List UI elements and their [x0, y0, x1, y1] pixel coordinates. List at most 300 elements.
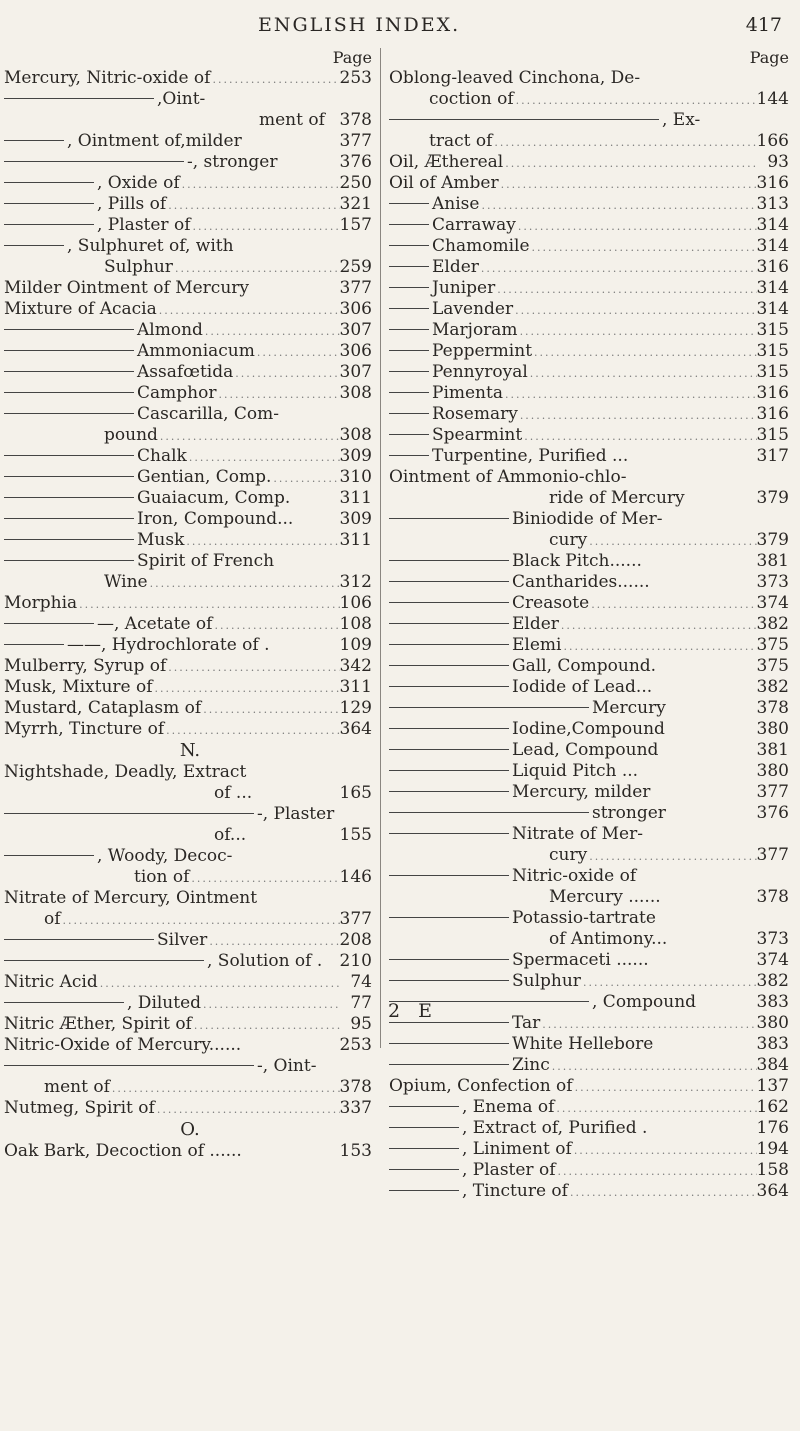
entry-term: Elemi	[512, 635, 562, 655]
entry-page-number: 377	[339, 131, 372, 151]
leader-dots	[492, 132, 756, 152]
entry-term: Pennyroyal	[432, 362, 528, 382]
entry-term: , Enema of	[462, 1097, 555, 1117]
leader-dots	[157, 300, 340, 320]
index-entry	[4, 68, 376, 89]
index-entry	[389, 152, 793, 173]
entry-term: Potassio-tartrate	[512, 908, 656, 928]
entry-page-number: 315	[756, 320, 789, 340]
entry-page-number: 306	[339, 341, 372, 361]
index-entry	[389, 1055, 793, 1076]
entry-page-number: 316	[756, 257, 789, 277]
entry-term: Mercury, milder	[512, 782, 651, 802]
ditto-rule	[389, 917, 509, 918]
leader-dots	[573, 1077, 757, 1097]
entry-term: , Extract of, Purified .	[462, 1118, 648, 1138]
entry-page-number: 250	[339, 173, 372, 193]
index-entry	[4, 804, 376, 825]
entry-page-number: 384	[756, 1055, 789, 1075]
entry-term: Peppermint	[432, 341, 533, 361]
index-entry	[4, 320, 376, 341]
index-entry	[4, 173, 376, 194]
leader-dots	[513, 300, 756, 320]
entry-page-number: 208	[339, 930, 372, 950]
ditto-rule	[4, 413, 134, 414]
index-entry	[4, 930, 376, 951]
index-entry	[389, 719, 793, 740]
index-entry	[4, 446, 376, 467]
page-header	[0, 8, 800, 48]
entry-term: , Plaster of	[97, 215, 191, 235]
index-entry	[4, 1035, 376, 1056]
entry-term: , Diluted	[127, 993, 202, 1013]
ditto-rule	[4, 98, 154, 99]
ditto-rule	[389, 1106, 459, 1107]
entry-page-number: 93	[767, 152, 789, 172]
entry-page-number: 308	[339, 425, 372, 445]
entry-term: , Ex-	[662, 110, 701, 130]
entry-term: of ...	[214, 783, 253, 803]
leader-dots	[207, 931, 339, 951]
entry-page-number: 311	[339, 530, 372, 550]
index-entry	[4, 635, 376, 656]
entry-page-number: 321	[339, 194, 372, 214]
entry-page-number: 95	[350, 1014, 372, 1034]
page-number: 417	[745, 14, 782, 36]
ditto-rule	[389, 1022, 509, 1023]
index-entry	[4, 278, 376, 299]
entry-term: Iodide of Lead...	[512, 677, 653, 697]
entry-term: Morphia	[4, 593, 78, 613]
entry-page-number: 342	[339, 656, 372, 676]
leader-dots	[559, 615, 757, 635]
entry-term: Lead, Compound	[512, 740, 659, 760]
ditto-rule	[4, 455, 134, 456]
index-entry	[389, 887, 793, 908]
index-entry	[389, 803, 793, 824]
entry-page-number: 108	[339, 614, 372, 634]
index-entry	[4, 762, 376, 783]
entry-page-number: 309	[339, 446, 372, 466]
entry-page-number: 364	[756, 1181, 789, 1201]
leader-dots	[556, 1161, 757, 1181]
entry-page-number: 155	[339, 825, 372, 845]
entry-page-number: 378	[339, 110, 372, 130]
index-entry	[389, 257, 793, 278]
ditto-rule	[389, 1127, 459, 1128]
entry-term: Biniodide of Mer-	[512, 509, 663, 529]
entry-term: Mixture of Acacia	[4, 299, 157, 319]
index-entry	[4, 299, 376, 320]
ditto-rule	[389, 686, 509, 687]
entry-page-number: 315	[756, 341, 789, 361]
entry-page-number: 314	[756, 236, 789, 256]
entry-page-number: 379	[756, 530, 789, 550]
entry-term: Rosemary	[432, 404, 518, 424]
leader-dots	[191, 216, 340, 236]
index-entry	[4, 867, 376, 888]
entry-term: Creasote	[512, 593, 590, 613]
page-column-label: Page	[749, 48, 789, 67]
index-entry	[389, 1181, 793, 1202]
ditto-rule	[389, 287, 429, 288]
ditto-rule	[389, 1169, 459, 1170]
entry-page-number: 194	[756, 1139, 789, 1159]
entry-page-number: 106	[339, 593, 372, 613]
index-entry	[389, 740, 793, 761]
index-entry	[389, 1139, 793, 1160]
entry-term: Spermaceti ......	[512, 950, 649, 970]
leader-dots	[110, 1078, 340, 1098]
ditto-rule	[4, 140, 64, 141]
ditto-rule	[389, 749, 509, 750]
entry-term: Nutmeg, Spirit of	[4, 1098, 155, 1118]
ditto-rule	[389, 623, 509, 624]
ditto-rule	[389, 455, 429, 456]
entry-term: coction of	[429, 89, 514, 109]
entry-term: stronger	[592, 803, 666, 823]
index-entry	[4, 572, 376, 593]
entry-term: cury	[549, 530, 588, 550]
leader-dots	[568, 1182, 757, 1202]
running-title: ENGLISH INDEX.	[258, 14, 461, 36]
entry-term: , Oxide of	[97, 173, 180, 193]
index-entry	[4, 909, 376, 930]
index-entry	[4, 719, 376, 740]
entry-page-number: 166	[756, 131, 789, 151]
entry-term: Ointment of Ammonio-chlo-	[389, 467, 627, 487]
entry-page-number: 382	[756, 677, 789, 697]
ditto-rule	[389, 308, 429, 309]
leader-dots	[532, 342, 757, 362]
entry-page-number: 317	[756, 446, 789, 466]
entry-term: Lavender	[432, 299, 514, 319]
entry-page-number: 364	[339, 719, 372, 739]
leader-dots	[581, 972, 757, 992]
leader-dots	[518, 405, 757, 425]
index-entry	[4, 530, 376, 551]
entry-page-number: 378	[339, 1077, 372, 1097]
index-entry	[389, 572, 793, 593]
entry-page-number: 315	[756, 362, 789, 382]
entry-page-number: 373	[756, 572, 789, 592]
leader-dots	[98, 973, 340, 993]
index-entry	[389, 68, 793, 89]
leader-dots	[271, 468, 339, 488]
leader-dots	[173, 258, 340, 278]
entry-page-number: 382	[756, 971, 789, 991]
ditto-rule	[389, 224, 429, 225]
entry-term: Mercury, Nitric-oxide of	[4, 68, 211, 88]
ditto-rule	[4, 371, 134, 372]
index-entry	[389, 677, 793, 698]
index-entry	[4, 215, 376, 236]
entry-term: Anise	[432, 194, 480, 214]
entry-term: —, Acetate of	[97, 614, 213, 634]
index-entry	[389, 929, 793, 950]
index-entry	[389, 656, 793, 677]
entry-term: Mustard, Cataplasm of	[4, 698, 202, 718]
index-entry	[389, 404, 793, 425]
ditto-rule	[389, 392, 429, 393]
entry-page-number: 309	[339, 509, 372, 529]
entry-page-number: 381	[756, 551, 789, 571]
entry-term: Chalk	[137, 446, 187, 466]
entry-term: of	[44, 909, 61, 929]
index-entry	[389, 425, 793, 446]
ditto-rule	[389, 266, 429, 267]
ditto-rule	[4, 644, 64, 645]
entry-page-number: 157	[339, 215, 372, 235]
index-entry	[389, 1160, 793, 1181]
leader-dots	[180, 174, 340, 194]
index-entry	[4, 888, 376, 909]
ditto-rule	[4, 1002, 124, 1003]
ditto-rule	[389, 434, 429, 435]
entry-term: , Sulphuret of, with	[67, 236, 234, 256]
entry-term: cury	[549, 845, 588, 865]
entry-term: Spearmint	[432, 425, 523, 445]
entry-term: Guaiacum, Comp.	[137, 488, 291, 508]
index-entry	[389, 1097, 793, 1118]
entry-page-number: 259	[339, 257, 372, 277]
entry-term: Oil of Amber	[389, 173, 499, 193]
section-letter: O.	[180, 1119, 200, 1140]
entry-term: ——, Hydrochlorate of .	[67, 635, 270, 655]
leader-dots	[155, 1099, 340, 1119]
ditto-rule	[4, 161, 184, 162]
index-entry	[389, 761, 793, 782]
leader-dots	[540, 1014, 756, 1034]
leader-dots	[528, 363, 757, 383]
entry-term: ment of	[259, 110, 325, 130]
entry-term: of...	[214, 825, 247, 845]
leader-dots	[572, 1140, 757, 1160]
index-entry	[4, 783, 376, 804]
ditto-rule	[389, 665, 509, 666]
entry-page-number: 380	[756, 719, 789, 739]
entry-page-number: 374	[756, 593, 789, 613]
ditto-rule	[4, 329, 134, 330]
ditto-rule	[4, 623, 94, 624]
entry-term: Gentian, Comp.	[137, 467, 272, 487]
entry-term: , Tincture of	[462, 1181, 568, 1201]
entry-page-number: 253	[339, 68, 372, 88]
index-entry	[4, 110, 376, 131]
entry-term: , Liniment of	[462, 1139, 572, 1159]
index-entry	[389, 530, 793, 551]
index-entry	[389, 131, 793, 152]
entry-page-number: 313	[756, 194, 789, 214]
entry-page-number: 314	[756, 278, 789, 298]
index-entry	[4, 993, 376, 1014]
ditto-rule	[389, 602, 509, 603]
leader-dots	[166, 195, 339, 215]
leader-dots	[503, 153, 757, 173]
index-entry	[4, 509, 376, 530]
ditto-rule	[389, 1190, 459, 1191]
entry-page-number: 137	[756, 1076, 789, 1096]
index-entry	[4, 383, 376, 404]
entry-term: -, stronger	[187, 152, 278, 172]
index-entry	[389, 215, 793, 236]
entry-term: White Hellebore	[512, 1034, 654, 1054]
ditto-rule	[389, 1043, 509, 1044]
leader-dots	[184, 531, 339, 551]
entry-page-number: 311	[339, 488, 372, 508]
entry-page-number: 316	[756, 173, 789, 193]
index-entry	[389, 635, 793, 656]
leader-dots	[495, 279, 756, 299]
entry-term: Iron, Compound...	[137, 509, 294, 529]
ditto-rule	[389, 833, 509, 834]
ditto-rule	[389, 959, 509, 960]
ditto-rule	[4, 560, 134, 561]
leader-dots	[589, 594, 756, 614]
entry-term: -, Oint-	[257, 1056, 317, 1076]
index-entry	[389, 1076, 793, 1097]
entry-term: tract of	[429, 131, 493, 151]
leader-dots	[212, 615, 339, 635]
ditto-rule	[389, 560, 509, 561]
entry-page-number: 377	[339, 909, 372, 929]
entry-term: Sulphur	[512, 971, 581, 991]
entry-page-number: 377	[756, 782, 789, 802]
index-entry	[389, 89, 793, 110]
entry-term: Spirit of French	[137, 551, 275, 571]
entry-page-number: 376	[339, 152, 372, 172]
entry-page-number: 176	[756, 1118, 789, 1138]
entry-term: Juniper	[432, 278, 496, 298]
leader-dots	[554, 1098, 756, 1118]
index-entry	[4, 825, 376, 846]
leader-dots	[203, 321, 340, 341]
entry-page-number: 307	[339, 362, 372, 382]
entry-term: Zinc	[512, 1055, 550, 1075]
entry-term: Cascarilla, Com-	[137, 404, 280, 424]
entry-page-number: 374	[756, 950, 789, 970]
entry-term: ,Oint-	[157, 89, 206, 109]
leader-dots	[158, 426, 340, 446]
index-entry	[389, 824, 793, 845]
index-entry	[4, 257, 376, 278]
ditto-rule	[389, 728, 509, 729]
leader-dots	[479, 258, 757, 278]
ditto-rule	[389, 245, 429, 246]
leader-dots	[148, 573, 340, 593]
index-entry	[4, 1141, 376, 1162]
entry-page-number: 158	[756, 1160, 789, 1180]
index-entry	[4, 362, 376, 383]
entry-term: Camphor	[137, 383, 217, 403]
entry-page-number: 312	[339, 572, 372, 592]
entry-term: Oil, Æthereal	[389, 152, 504, 172]
index-entry	[389, 509, 793, 530]
index-entry	[4, 1014, 376, 1035]
entry-term: Pimenta	[432, 383, 503, 403]
index-entry	[389, 1118, 793, 1139]
leader-dots	[518, 321, 757, 341]
entry-page-number: 77	[350, 993, 372, 1013]
index-entry	[389, 551, 793, 572]
index-entry	[389, 782, 793, 803]
ditto-rule	[389, 980, 509, 981]
leader-dots	[61, 910, 340, 930]
index-entry	[389, 278, 793, 299]
index-entry	[4, 404, 376, 425]
entry-term: Oak Bark, Decoction of ......	[4, 1141, 242, 1161]
leader-dots	[479, 195, 756, 215]
leader-dots	[503, 384, 757, 404]
index-entry	[4, 341, 376, 362]
entry-page-number: 383	[756, 1034, 789, 1054]
ditto-rule	[389, 1064, 509, 1065]
entry-term: Sulphur	[104, 257, 173, 277]
entry-page-number: 381	[756, 740, 789, 760]
entry-page-number: 315	[756, 425, 789, 445]
leader-dots	[514, 90, 757, 110]
leader-dots	[522, 426, 756, 446]
index-entry	[389, 1013, 793, 1034]
entry-page-number: 376	[756, 803, 789, 823]
leader-dots	[166, 657, 339, 677]
index-entry	[4, 614, 376, 635]
index-entries-right	[389, 68, 793, 1202]
entry-term: -, Plaster	[257, 804, 335, 824]
entry-term: ment of	[44, 1077, 110, 1097]
entry-term: Nitric-Oxide of Mercury......	[4, 1035, 242, 1055]
entry-term: Nitric Æther, Spirit of	[4, 1014, 192, 1034]
leader-dots	[210, 69, 339, 89]
ditto-rule	[389, 581, 509, 582]
leader-dots	[164, 720, 339, 740]
ditto-rule	[4, 392, 134, 393]
entry-term: Nitrate of Mercury, Ointment	[4, 888, 258, 908]
leader-dots	[187, 447, 340, 467]
entry-page-number: 379	[756, 488, 789, 508]
index-entry	[4, 131, 376, 152]
leader-dots	[255, 342, 340, 362]
index-entry	[4, 656, 376, 677]
entry-page-number: 144	[756, 89, 789, 109]
entry-term: of Antimony...	[549, 929, 668, 949]
leader-dots	[530, 237, 757, 257]
index-entry	[4, 846, 376, 867]
leader-dots	[201, 699, 339, 719]
section-letter: N.	[179, 740, 201, 761]
index-column-left	[4, 48, 376, 1162]
entry-page-number: 153	[339, 1141, 372, 1161]
leader-dots	[587, 531, 756, 551]
entry-page-number: 316	[756, 404, 789, 424]
index-entry	[389, 194, 793, 215]
index-entry	[389, 698, 793, 719]
entry-page-number: 383	[756, 992, 789, 1012]
ditto-rule	[389, 371, 429, 372]
leader-dots	[189, 868, 339, 888]
index-entry	[4, 551, 376, 572]
entry-page-number: 382	[756, 614, 789, 634]
entry-term: Milder Ointment of Mercury	[4, 278, 249, 298]
index-entry	[4, 951, 376, 972]
ditto-rule	[389, 1148, 459, 1149]
entry-term: Gall, Compound.	[512, 656, 657, 676]
index-entry	[389, 446, 793, 467]
page-column-label: Page	[332, 48, 372, 67]
entry-page-number: 378	[756, 698, 789, 718]
entry-term: Liquid Pitch ...	[512, 761, 639, 781]
ditto-rule	[4, 497, 134, 498]
